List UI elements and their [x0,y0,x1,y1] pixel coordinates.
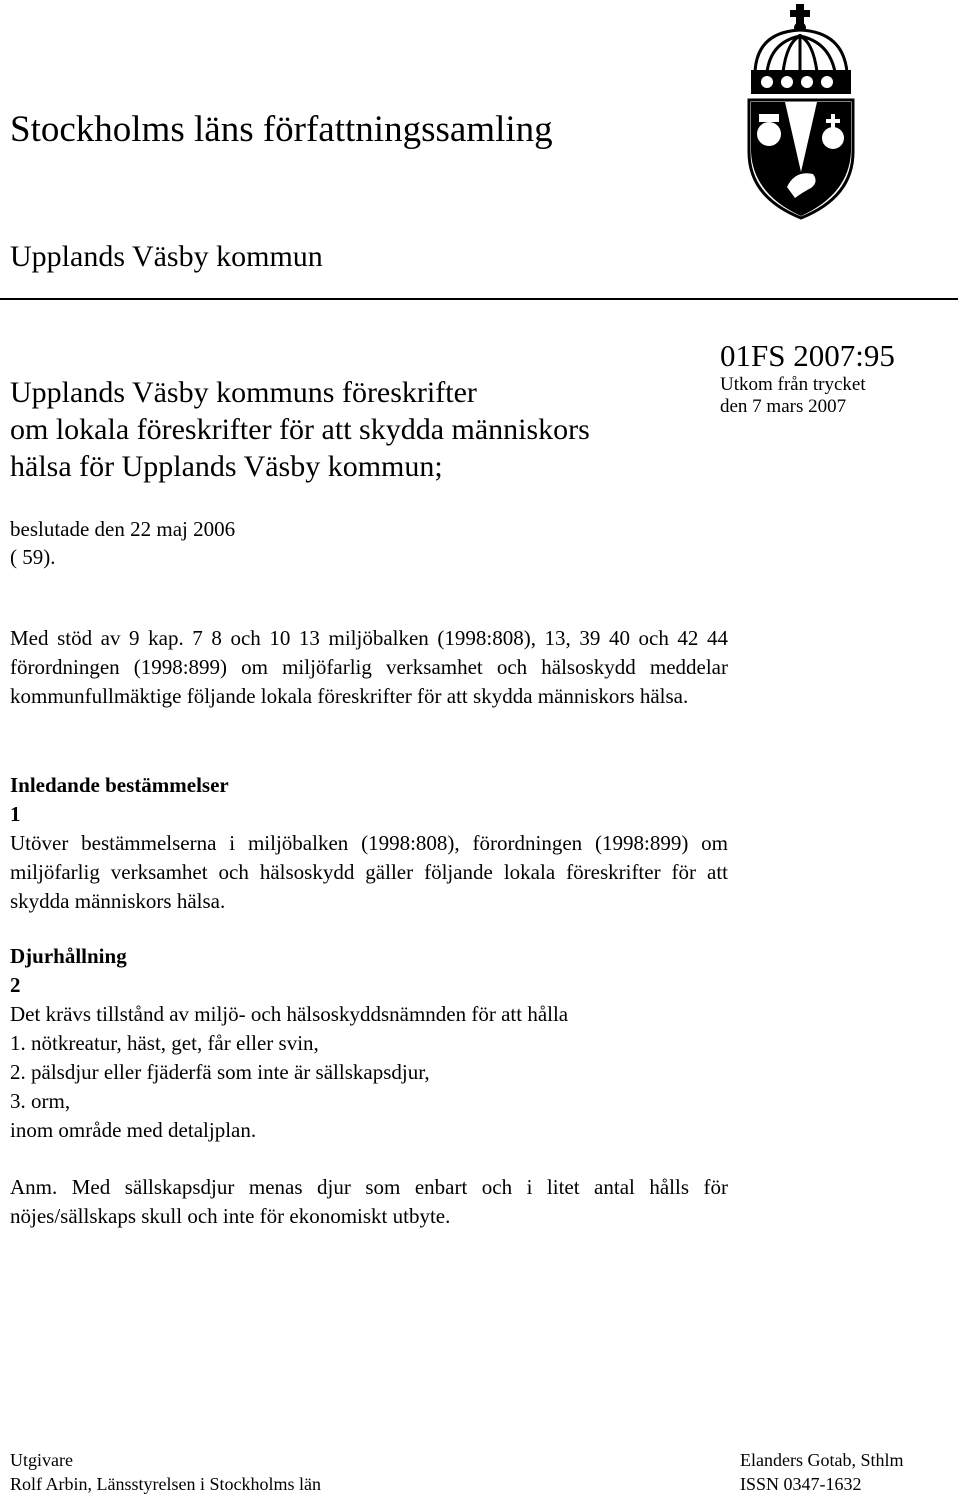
section-number: 1 [10,802,21,826]
section-heading: Djurhållning [10,944,127,968]
list-item: 2. pälsdjur eller fjäderfä som inte är sällskapsdjur, [10,1060,430,1084]
document-title [10,374,730,485]
footer-publisher [10,1448,321,1496]
released-date: den 7 mars 2007 [720,396,847,417]
intro-paragraph: Med stöd av 9 kap. 7 8 och 10 13 miljöbalken (1998:808), 13, 39 40 och 42 44 förordningen (1998:899) om miljöfarlig verksamhet och hälsoskydd meddelar kommunfullmäktige följande lokala föreskrifter för att skydda människors hälsa. [10,626,728,708]
list-item: 3. orm, [10,1089,71,1113]
printer-name: Elanders Gotab, Sthlm [740,1450,904,1470]
document-title-line: Upplands Väsby kommuns föreskrifter [10,376,477,409]
publisher-name: Rolf Arbin, Länsstyrelsen i Stockholms län [10,1474,321,1494]
section-text: Utöver bestämmelserna i miljöbalken (1998:808), förordningen (1998:899) om miljöfarlig verksamhet och hälsoskydd gäller följande lokala föreskrifter för att skydda människors hälsa. [10,831,728,913]
issn: ISSN 0347-1632 [740,1474,862,1494]
section-number: 2 [10,973,21,997]
section-line: inom område med detaljplan. [10,1118,257,1142]
header-divider [0,298,958,300]
collection-title: Stockholms läns författningssamling [10,109,553,150]
coat-of-arms-icon [745,2,857,220]
decision-date-line: beslutade den 22 maj 2006 [10,517,236,541]
document-title-line: om lokala föreskrifter för att skydda människors [10,413,590,446]
publication-info [720,338,956,418]
section-line: Det krävs tillstånd av miljö- och hälsoskyddsnämnden för att hålla [10,1002,569,1026]
municipality-name: Upplands Väsby kommun [10,240,323,273]
decision-date [10,515,235,571]
publisher-label: Utgivare [10,1450,73,1470]
section-2 [10,942,728,1145]
section-heading: Inledande bestämmelser [10,773,229,797]
released-label: Utkom från trycket [720,374,866,395]
list-item: 1. nötkreatur, häst, get, får eller svin, [10,1031,319,1055]
section-1 [10,771,728,916]
document-title-line: hälsa för Upplands Väsby kommun; [10,450,443,483]
section-2-note: Anm. Med sällskapsdjur menas djur som enbart och i litet antal hålls för nöjes/sällskaps skull och inte för ekonomiskt utbyte. [10,1175,728,1228]
footer-printer [740,1448,903,1496]
fs-number: 01FS 2007:95 [720,338,895,373]
decision-ref-line: ( 59). [10,545,56,569]
